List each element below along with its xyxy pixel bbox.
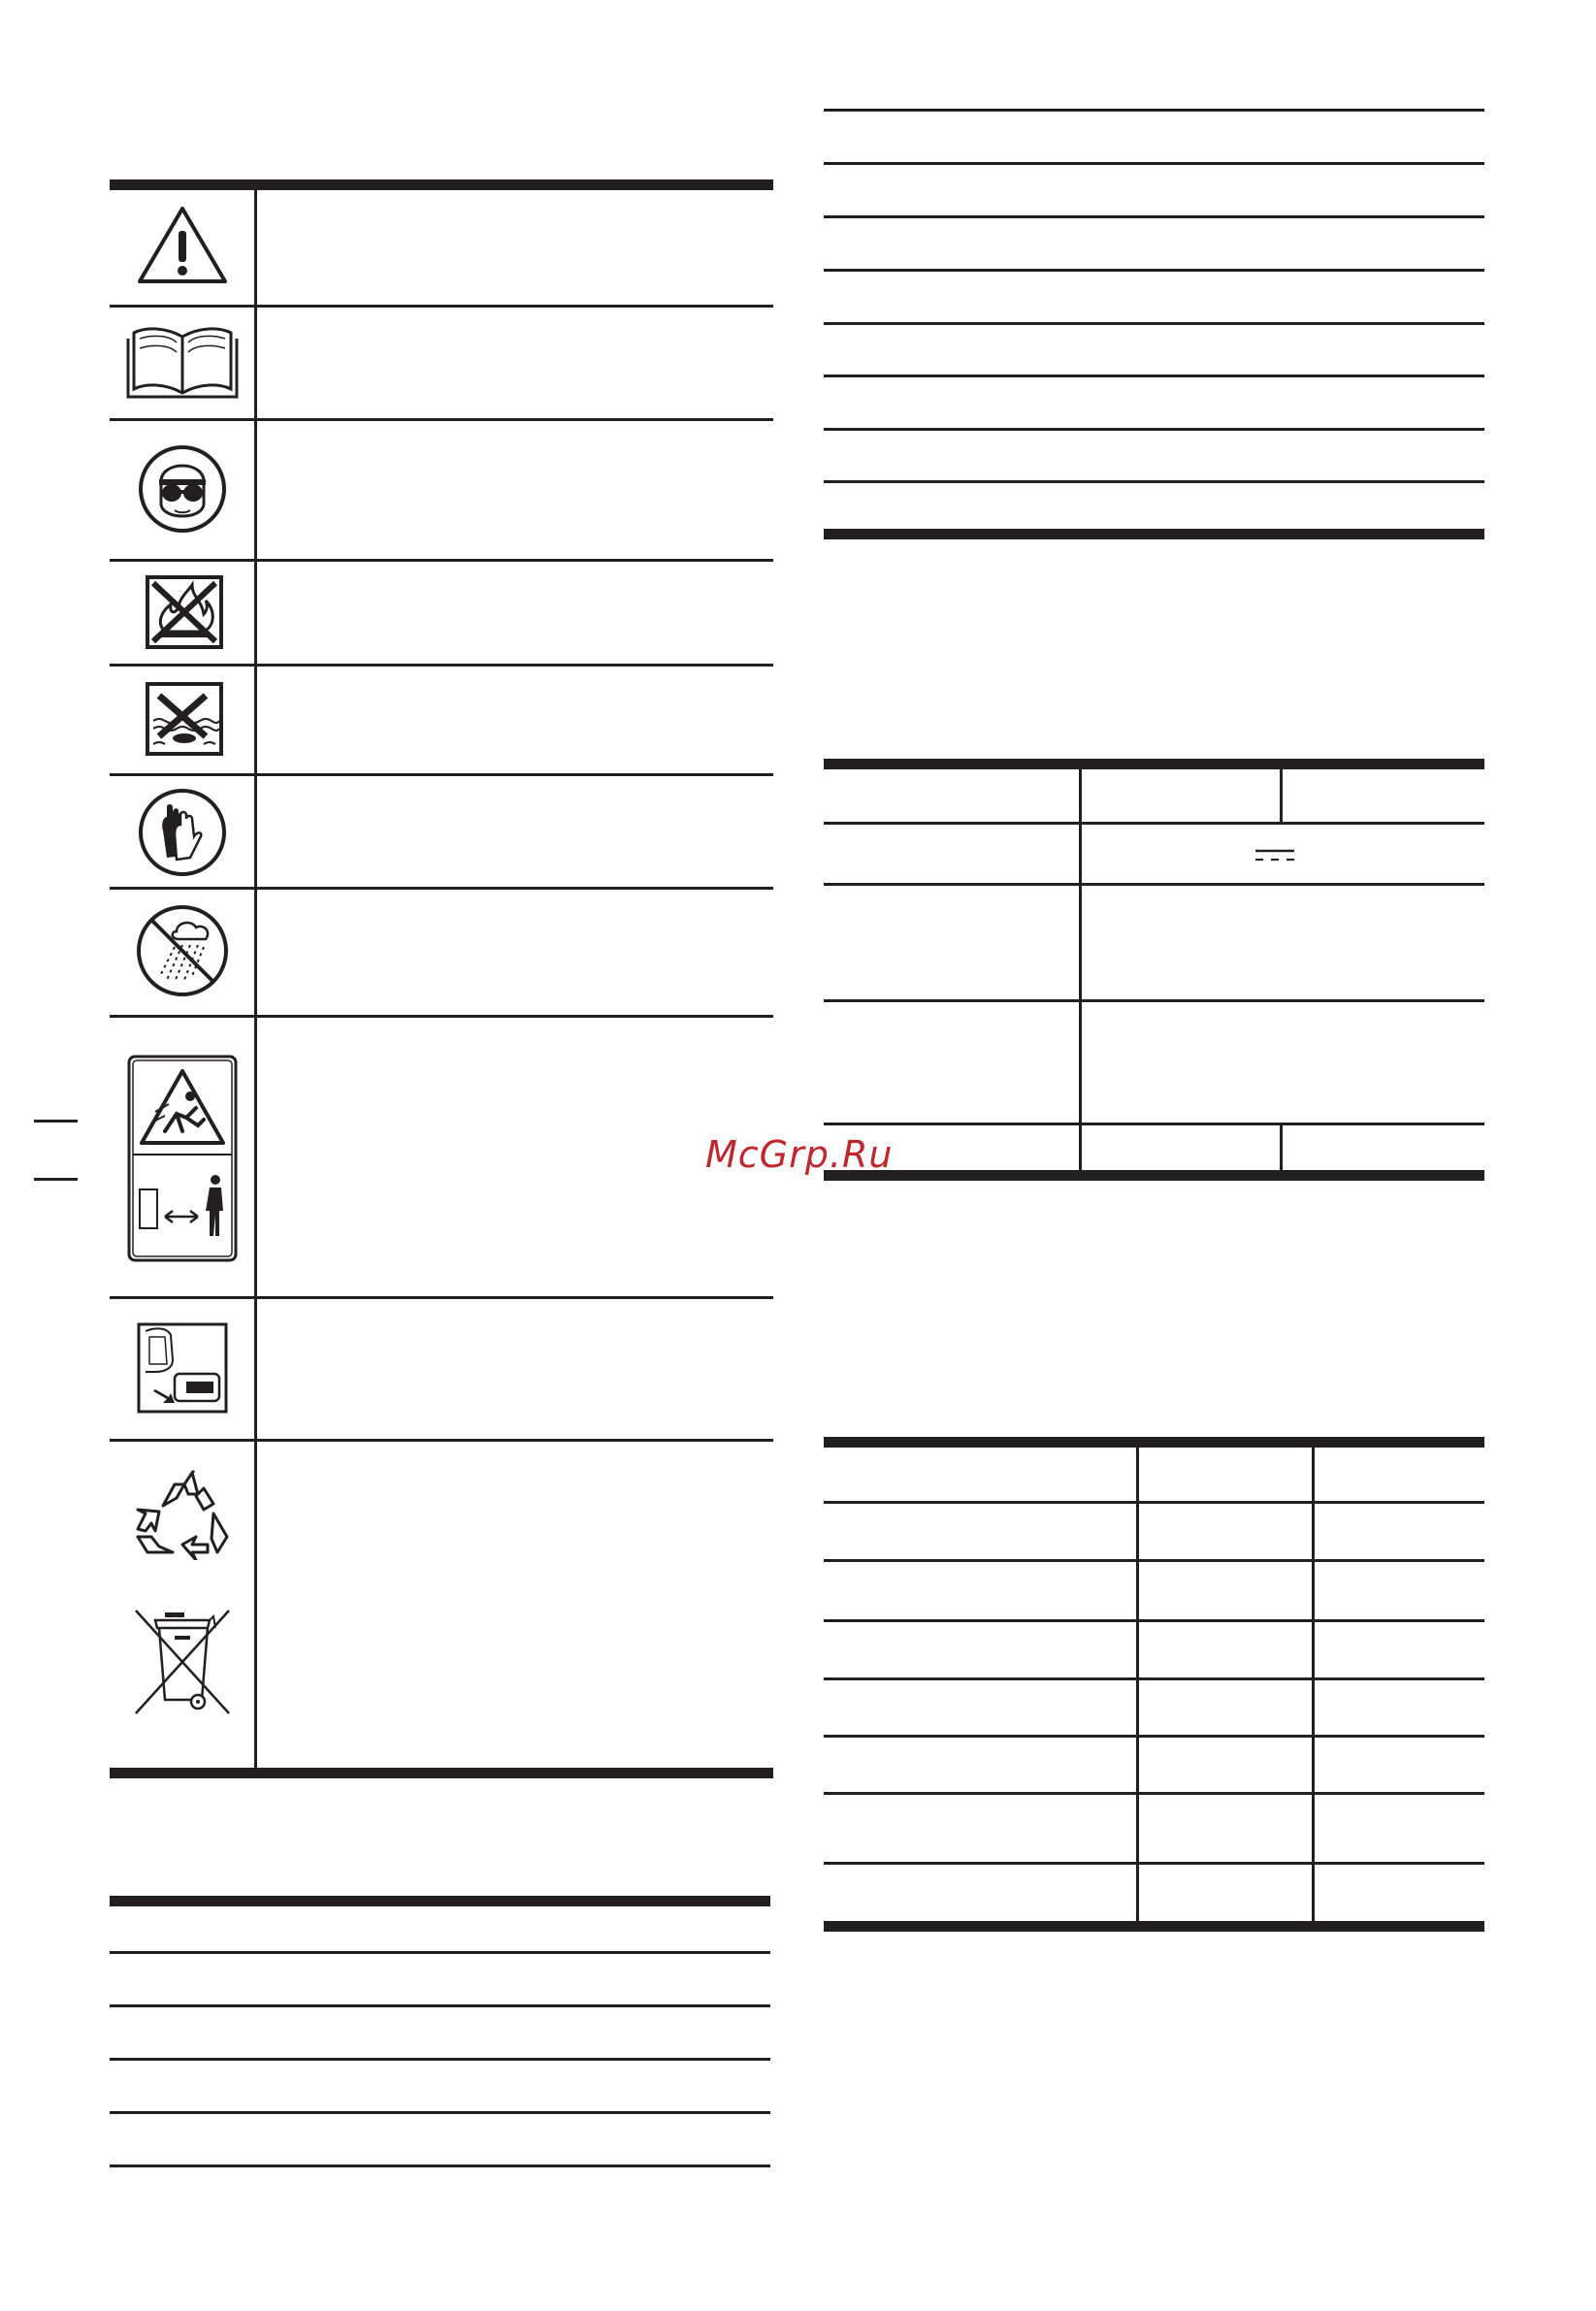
spec-column-divider [1280,1125,1283,1170]
list-top-rule [110,1896,770,1906]
table-row-rule [824,1619,1484,1622]
row-divider [110,887,773,890]
list-row-rule [110,1951,770,1954]
table-bottom-rule [110,1768,773,1778]
table-row-rule [824,1792,1484,1795]
spec-row-rule [824,822,1484,825]
table-row-rule [824,1501,1484,1504]
margin-mark [34,1178,78,1181]
no-water-disposal-icon [146,682,223,756]
list-row-rule [110,2004,770,2007]
list-row-rule [110,2058,770,2061]
row-divider [110,1439,773,1442]
table-row-rule [824,1862,1484,1865]
wear-eye-protection-icon [138,444,227,534]
spec-bottom-rule [824,1170,1484,1181]
no-fire-disposal-icon [146,575,223,649]
table-row-rule [824,1735,1484,1738]
table-column-divider [1312,1448,1315,1921]
table-top-rule [110,179,773,190]
parts-row-rule [824,269,1484,272]
table-row-rule [824,1559,1484,1562]
table-column-divider [254,190,257,1770]
margin-mark [34,1120,78,1123]
spec-row-rule [824,1123,1484,1125]
remove-battery-icon [136,1321,229,1415]
parts-row-rule [824,162,1484,165]
parts-row-rule [824,374,1484,377]
spec-column-divider [1280,769,1283,822]
recycle-icon [134,1469,231,1560]
spec-top-rule [824,759,1484,769]
read-manual-icon [126,323,239,401]
warning-triangle-icon [136,204,229,286]
table-row-rule [824,1677,1484,1680]
parts-row-rule [824,322,1484,325]
row-divider [110,305,773,308]
dc-current-icon [1254,848,1296,863]
crossed-out-bin-icon [132,1607,233,1717]
row-divider [110,664,773,667]
spec-row-rule [824,999,1484,1002]
parts-row-rule [824,215,1484,218]
keep-bystanders-away-icon [126,1054,239,1263]
list-row-rule [110,2111,770,2114]
wear-gloves-icon [138,788,227,877]
parts-row-rule [824,480,1484,483]
table-column-divider [1136,1448,1139,1921]
row-divider [110,418,773,421]
no-rain-exposure-icon [136,904,229,997]
row-divider [110,1296,773,1299]
parts-bottom-rule [824,529,1484,539]
row-divider [110,559,773,562]
list-row-rule [110,2165,770,2167]
parts-row-rule [824,109,1484,112]
spec-column-divider [1079,769,1082,1170]
parts-row-rule [824,428,1484,431]
watermark-text: McGrp.Ru [705,1133,894,1176]
row-divider [110,1015,773,1018]
spec-row-rule [824,883,1484,886]
table-top-rule [824,1437,1484,1448]
row-divider [110,773,773,776]
table-bottom-rule [824,1921,1484,1932]
